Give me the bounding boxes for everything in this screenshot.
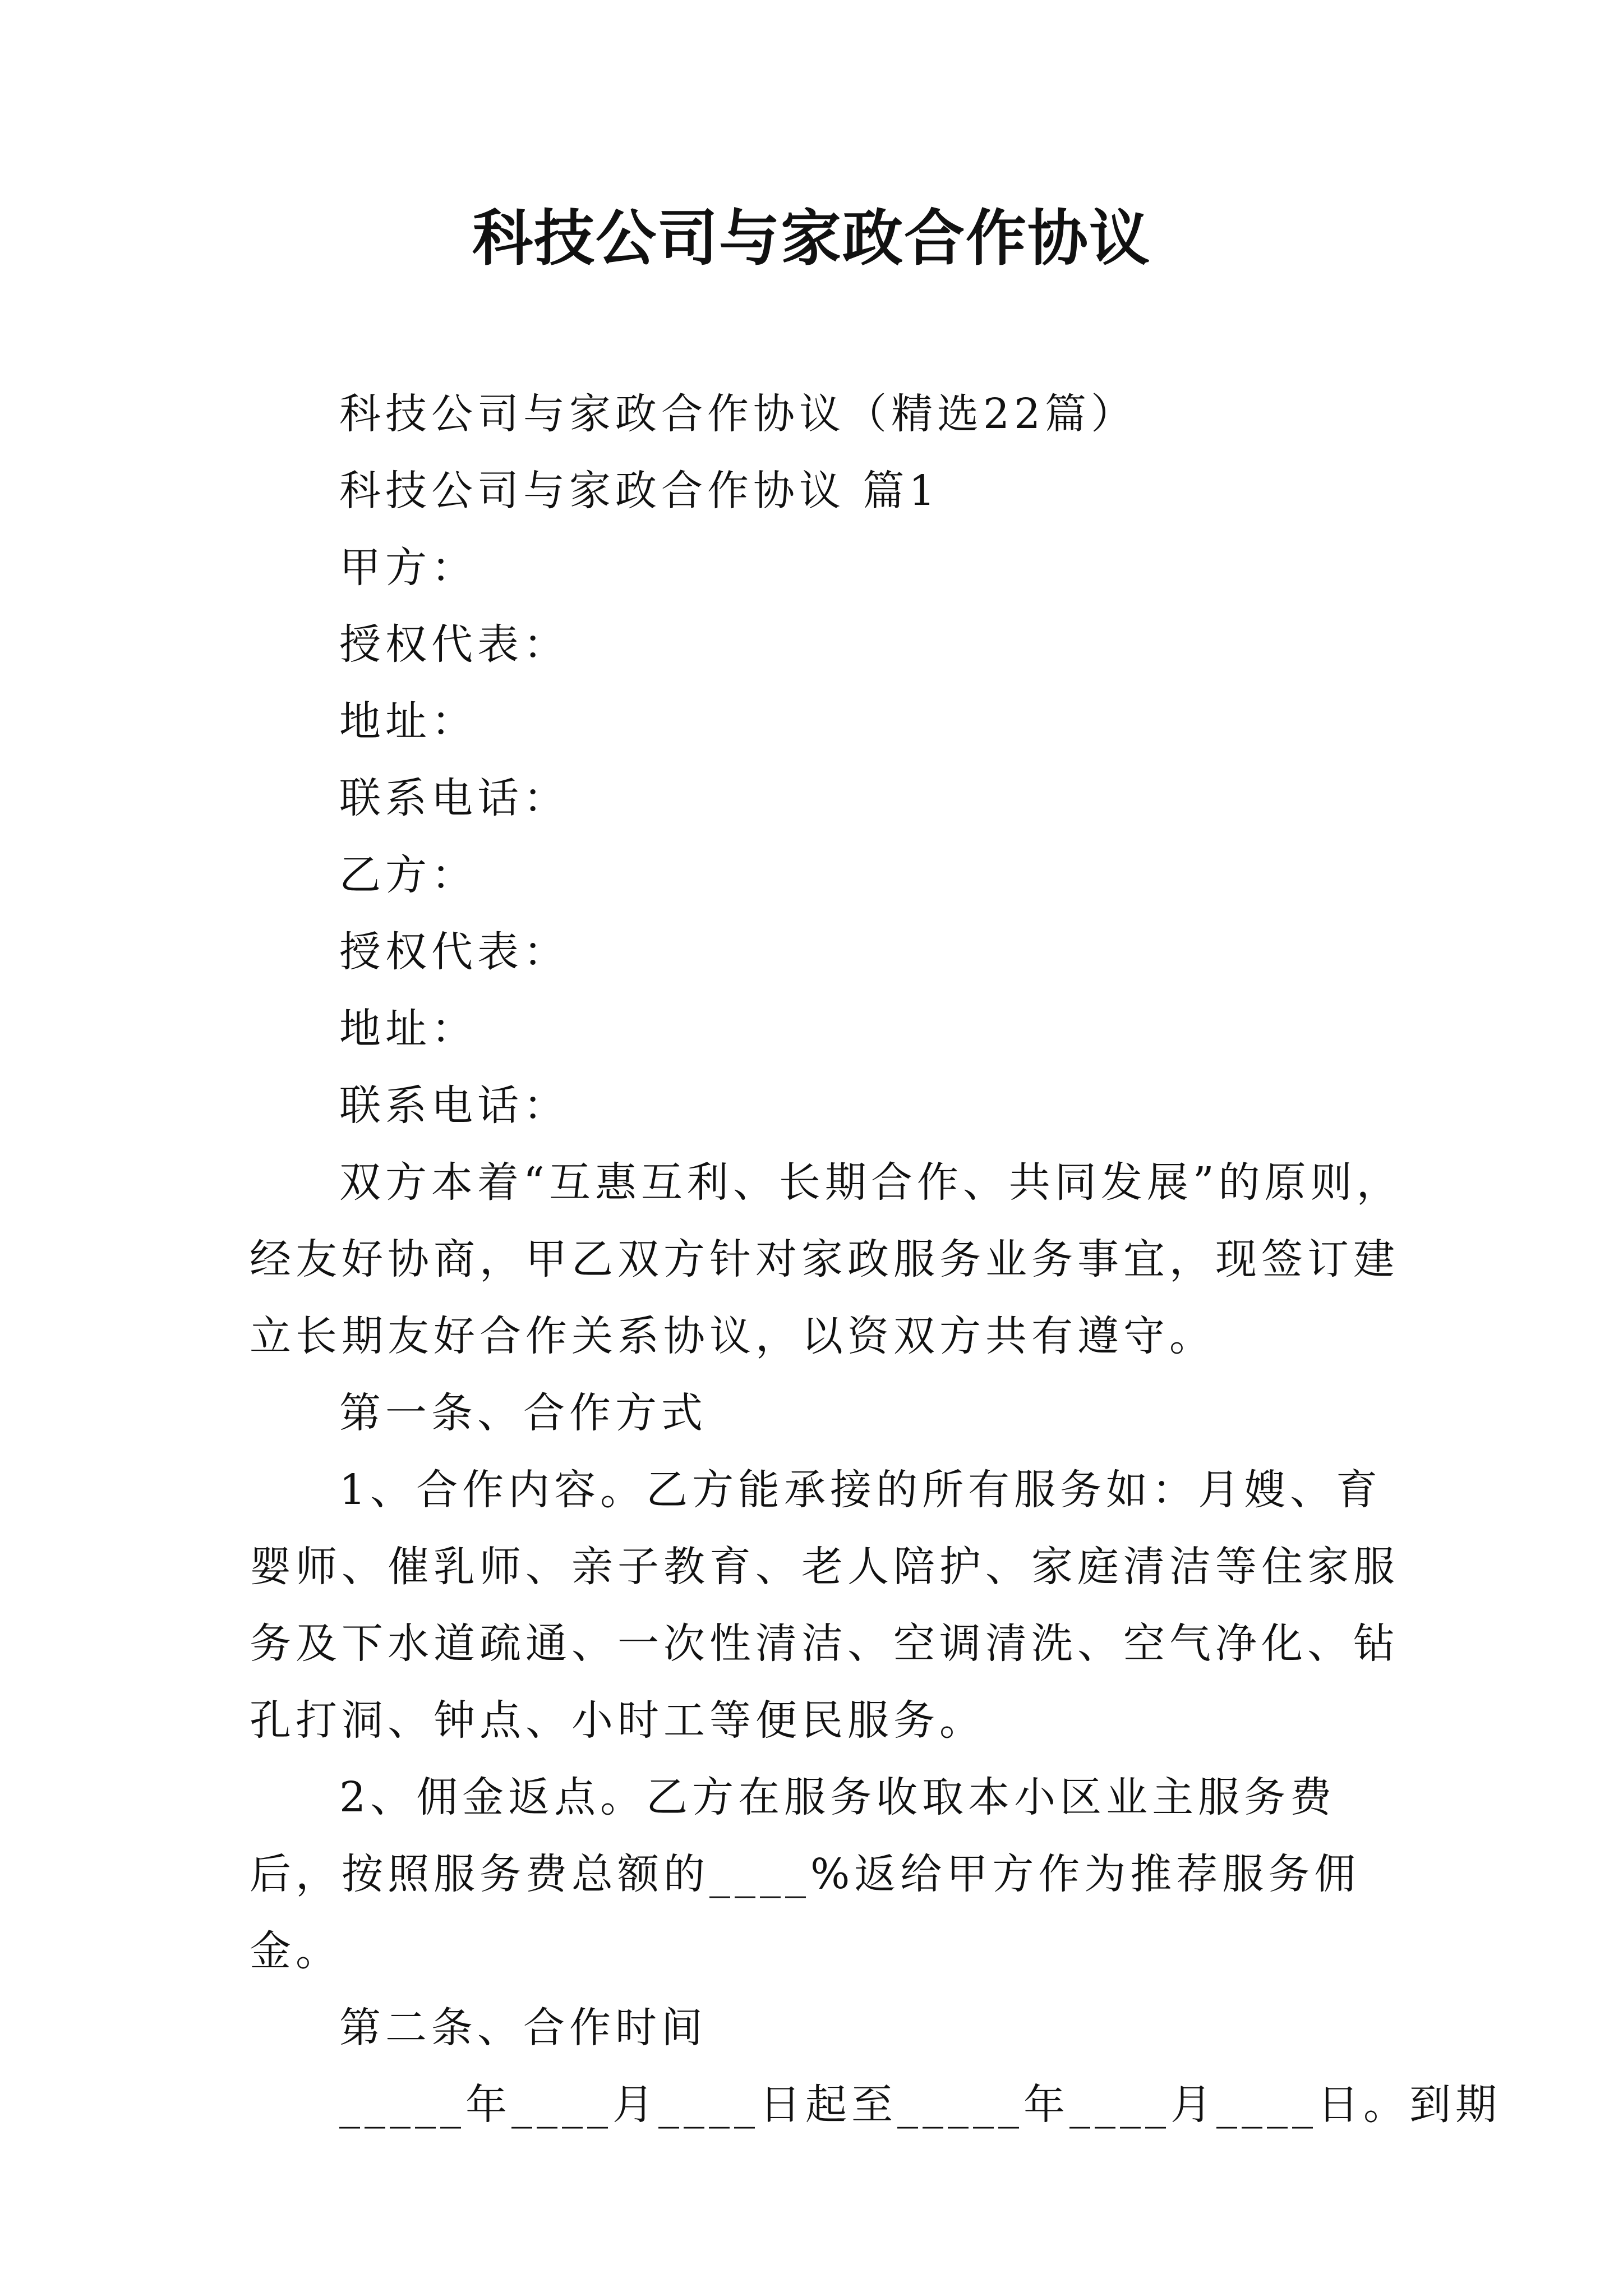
section-heading: 科技公司与家政合作协议 篇1 — [339, 467, 940, 515]
party-a-label: 甲方： — [339, 544, 477, 592]
subtitle-line: 科技公司与家政合作协议（精选22篇） — [339, 390, 1137, 438]
party-b-phone-label: 联系电话： — [339, 1082, 569, 1130]
article-1-item-1: 1、合作内容。乙方能承接的所有服务如：月嫂、育婴师、催乳师、亲子教育、老人陪护、家庭清洁等住家服务及下水道疏通、一次性清洁、空调清洗、空气净化、钻孔打洞、钟点、小时工等便民服务。 — [250, 1466, 1399, 1745]
article-2-dates: _____年____月____日起至_____年____月____日。到期 — [339, 2081, 1501, 2129]
party-b-address-label: 地址： — [339, 1005, 477, 1053]
article-2-heading: 第二条、合作时间 — [339, 2004, 707, 2052]
principle-paragraph: 双方本着“互惠互利、长期合作、共同发展”的原则，经友好协商，甲乙双方针对家政服务业务事宜，现签订建立长期友好合作关系协议，以资双方共有遵守。 — [250, 1158, 1403, 1360]
party-a-phone-label: 联系电话： — [339, 774, 569, 822]
document-title: 科技公司与家政合作协议 — [472, 203, 1151, 274]
article-1-item-2: 2、佣金返点。乙方在服务收取本小区业主服务费后，按照服务费总额的____%返给甲方作为推荐服务佣金。 — [250, 1773, 1361, 1975]
party-b-label: 乙方： — [339, 851, 477, 899]
document-body — [250, 376, 1501, 2143]
article-1-heading: 第一条、合作方式 — [339, 1389, 707, 1437]
party-b-representative-label: 授权代表： — [339, 928, 569, 976]
party-a-representative-label: 授权代表： — [339, 620, 569, 669]
party-a-address-label: 地址： — [339, 697, 477, 746]
